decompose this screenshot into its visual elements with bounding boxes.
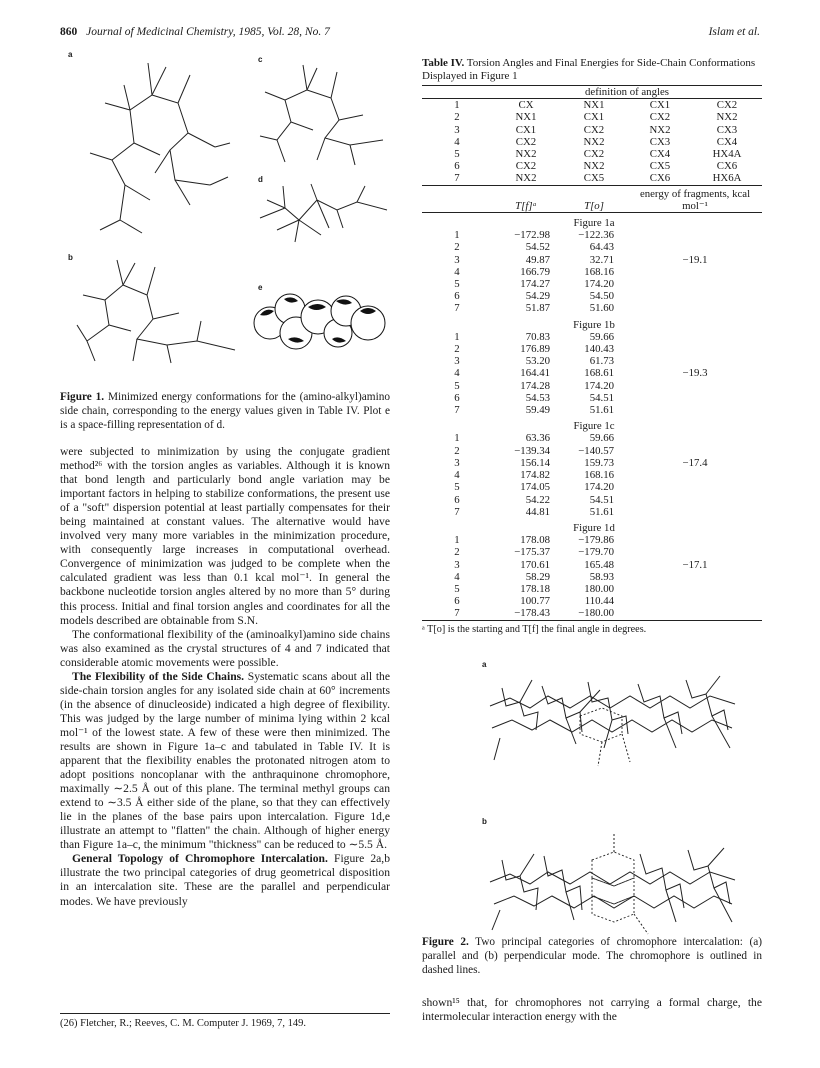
table-title <box>422 57 762 83</box>
group-title: Figure 1a <box>560 213 628 230</box>
definition-cell: 7 <box>454 172 460 185</box>
table-row <box>422 343 762 355</box>
group-title-row <box>422 213 762 230</box>
angle-index: 4 <box>454 265 460 278</box>
final-angle: 54.29 <box>525 290 550 303</box>
angle-index: 6 <box>454 391 460 404</box>
running-head <box>60 26 760 38</box>
energy-blank <box>628 546 762 558</box>
definition-cell: CX2 <box>583 123 605 136</box>
table-row <box>422 469 762 481</box>
paragraph-minimization: were subjected to minimization by using the conjugate gradient method²⁶ with the torsion angles as variables. Although it is known that bond length and particularly bond angle variation may be important factors in helping to stabilize conformations, the present use of a "soft" dispersion potential at least partially compensates for their being maintained at constant values. The alternative would have involved very many more variables in the minimization procedure, with consequently large increases in computational overhead. Convergence of minimization was judged to be complete when the calculated gradient was less than 0.1 kcal mol⁻¹. In general the backbone nucleotide torsion angles altered by no more than 5° during this process. Initial and final torsion angles and coordinates for all the models described are obtainable from S.N. <box>60 445 390 627</box>
definition-row <box>422 148 762 160</box>
definition-cell: NX2 <box>583 160 605 173</box>
final-angle: 63.36 <box>525 432 550 445</box>
starting-angle: −179.70 <box>578 546 614 559</box>
angle-index: 1 <box>454 330 460 343</box>
energy-blank <box>628 534 762 546</box>
group-blank <box>422 213 492 230</box>
energy-blank <box>628 481 762 493</box>
table-row <box>422 229 762 241</box>
energy-blank <box>628 571 762 583</box>
starting-angle: 32.71 <box>589 253 614 266</box>
angle-index: 7 <box>454 607 460 620</box>
table-row <box>422 457 762 469</box>
starting-angle: 51.60 <box>589 302 614 315</box>
group-blank <box>422 416 492 432</box>
section-heading-flexibility: The Flexibility of the Side Chains. <box>72 669 245 683</box>
energy-blank <box>628 392 762 404</box>
definition-cell: 1 <box>422 99 492 112</box>
group-blank <box>628 416 762 432</box>
energy-blank <box>628 229 762 241</box>
table-bottom-rule <box>422 620 762 621</box>
paragraph-side-chain-flexibility <box>60 670 390 853</box>
definition-row <box>422 99 762 112</box>
definition-cell: 4 <box>454 135 460 148</box>
fragment-energy: −19.1 <box>682 253 708 266</box>
final-angle: 51.87 <box>525 302 550 315</box>
definition-cell: CX5 <box>649 160 671 173</box>
angle-index: 6 <box>454 290 460 303</box>
final-angle: 174.82 <box>520 469 550 482</box>
energy-blank <box>628 445 762 457</box>
starting-angle: 64.43 <box>589 241 614 254</box>
definition-cell: CX5 <box>583 172 605 185</box>
group-blank <box>422 518 492 534</box>
final-angle: 170.61 <box>520 558 550 571</box>
starting-angle: 180.00 <box>584 582 614 595</box>
angle-index: 7 <box>454 505 460 518</box>
table-row <box>422 331 762 343</box>
final-angle: 58.29 <box>525 570 550 583</box>
right-body-text <box>422 996 762 1024</box>
definition-cell: NX2 <box>515 148 537 161</box>
group-blank <box>492 315 560 331</box>
group-title: Figure 1b <box>573 318 615 331</box>
figure-1-panel-label-c: c <box>258 55 263 64</box>
starting-angle: 165.48 <box>584 558 614 571</box>
definition-cell: CX2 <box>583 148 605 161</box>
group-blank <box>628 213 762 230</box>
angle-index: 5 <box>454 278 460 291</box>
page-number: 860 <box>60 26 78 38</box>
definition-cell: CX1 <box>515 123 537 136</box>
table-row <box>422 445 762 457</box>
section-text-topology: Figure 2a,b illustrate the two principal categories of drug geometrical disposition in an intercalation site. These are the parallel and perpendicular modes. We have previously <box>60 852 390 908</box>
definition-cell: CX1 <box>628 99 692 112</box>
figure-1-caption-label: Figure 1. <box>60 391 105 403</box>
definition-cell: CX <box>492 99 560 112</box>
group-blank <box>492 213 560 230</box>
starting-angle: 110.44 <box>584 595 614 608</box>
final-angle: 178.08 <box>520 534 550 547</box>
table-row <box>422 534 762 546</box>
angle-index: 1 <box>454 432 460 445</box>
definition-cell: CX1 <box>583 111 605 124</box>
angle-index: 6 <box>454 595 460 608</box>
energy-blank <box>628 290 762 302</box>
fragment-energy: −19.3 <box>682 367 708 380</box>
definition-cell: CX2 <box>692 99 762 112</box>
paragraph-continuation: shown¹⁵ that, for chromophores not carrying a formal charge, the intermolecular interaction energy with the <box>422 996 762 1024</box>
group-blank <box>492 518 560 534</box>
starting-angle: −140.57 <box>578 444 614 457</box>
definition-cell: CX4 <box>716 135 738 148</box>
column-starting-angle: T[o] <box>560 185 628 212</box>
definition-cell: CX4 <box>649 148 671 161</box>
starting-angle: 54.51 <box>589 493 614 506</box>
final-angle: 178.18 <box>520 582 550 595</box>
group-title-row <box>422 416 762 432</box>
energy-blank <box>628 469 762 481</box>
angle-index: 4 <box>454 570 460 583</box>
energy-blank <box>628 302 762 314</box>
table-row <box>422 571 762 583</box>
group-title-row <box>422 315 762 331</box>
table-row <box>422 595 762 607</box>
final-angle: 100.77 <box>520 595 550 608</box>
group-blank <box>492 416 560 432</box>
running-head-authors: Islam et al. <box>708 26 760 38</box>
starting-angle: 174.20 <box>584 481 614 494</box>
figure-2-caption <box>422 935 762 978</box>
figure-1-panel-label-e: e <box>258 283 263 292</box>
final-angle: 164.41 <box>520 367 550 380</box>
table-row <box>422 494 762 506</box>
column-energy: energy of fragments, kcal mol⁻¹ <box>628 185 762 212</box>
header-blank <box>422 86 492 99</box>
table-row <box>422 607 762 620</box>
figure-2b-perpendicular-intercalation-plot <box>480 830 750 940</box>
definition-cell: CX2 <box>515 160 537 173</box>
definition-cell: NX2 <box>716 111 738 124</box>
group-title: Figure 1d <box>573 521 615 534</box>
fragment-energy: −17.4 <box>682 456 708 469</box>
table-row <box>422 481 762 493</box>
table-row <box>422 290 762 302</box>
angle-index: 2 <box>454 241 460 254</box>
angle-index: 2 <box>454 343 460 356</box>
fragment-energy: −17.1 <box>682 558 708 571</box>
definition-cell: CX2 <box>649 111 671 124</box>
figure-1d-stick-plot <box>255 180 395 250</box>
starting-angle: 174.20 <box>584 379 614 392</box>
definition-row <box>422 124 762 136</box>
definition-cell: CX6 <box>716 160 738 173</box>
paragraph-flexibility-intro: The conformational flexibility of the (aminoalkyl)amino side chains was also examined as the crystal structures of 4 and 7 indicated that considerable atomic movements were possible. <box>60 627 390 669</box>
value-header-row <box>422 185 762 212</box>
starting-angle: 59.66 <box>589 432 614 445</box>
table-row <box>422 432 762 444</box>
table-row <box>422 367 762 379</box>
table-row <box>422 278 762 290</box>
energy-blank <box>628 278 762 290</box>
energy-blank <box>628 494 762 506</box>
angle-index: 4 <box>454 469 460 482</box>
starting-angle: 51.61 <box>589 404 614 417</box>
figure-1-panel-label-a: a <box>68 50 73 59</box>
energy-blank <box>628 432 762 444</box>
energy-blank <box>628 595 762 607</box>
angle-index: 1 <box>454 229 460 242</box>
group-blank <box>422 315 492 331</box>
definition-row <box>422 172 762 185</box>
footnote-rule <box>60 1013 390 1014</box>
starting-angle: −180.00 <box>578 607 614 620</box>
figure-1-caption <box>60 390 390 433</box>
figure-1b-stick-plot <box>75 255 255 365</box>
bottom-rule-cell <box>422 620 762 621</box>
energy-blank <box>628 506 762 518</box>
table-row <box>422 392 762 404</box>
angle-index: 1 <box>454 534 460 547</box>
starting-angle: −179.86 <box>578 534 614 547</box>
final-angle: −175.37 <box>514 546 550 559</box>
group-title: Figure 1c <box>573 420 615 433</box>
starting-angle: 168.61 <box>584 367 614 380</box>
final-angle: −139.34 <box>514 444 550 457</box>
final-angle: 53.20 <box>525 355 550 368</box>
table-row <box>422 266 762 278</box>
starting-angle: 54.51 <box>589 391 614 404</box>
column-final-angle: T[f]ᵃ <box>492 185 560 212</box>
starting-angle: 168.16 <box>584 265 614 278</box>
energy-blank <box>628 583 762 595</box>
final-angle: 174.05 <box>520 481 550 494</box>
journal-citation: Journal of Medicinal Chemistry, 1985, Vol. 28, No. 7 <box>86 26 330 38</box>
definition-cell: 2 <box>454 111 460 124</box>
starting-angle: 54.50 <box>589 290 614 303</box>
table-row <box>422 506 762 518</box>
definition-row <box>422 111 762 123</box>
angle-index: 5 <box>454 379 460 392</box>
figure-2-caption-label: Figure 2. <box>422 936 469 948</box>
starting-angle: −122.36 <box>578 229 614 242</box>
table-label: Table IV. <box>422 57 465 69</box>
figure-1-caption-text: Minimized energy conformations for the (amino-alkyl)amino side chain, corresponding to the energy values given in Table IV. Plot e is a space-filling representation of d. <box>60 391 391 432</box>
starting-angle: 58.93 <box>589 570 614 583</box>
energy-blank <box>628 355 762 367</box>
energy-blank <box>628 331 762 343</box>
starting-angle: 51.61 <box>589 505 614 518</box>
reference-footnote: (26) Fletcher, R.; Reeves, C. M. Computer J. 1969, 7, 149. <box>60 1018 307 1029</box>
angle-index: 5 <box>454 481 460 494</box>
final-angle: 44.81 <box>525 505 550 518</box>
starting-angle: 159.73 <box>584 456 614 469</box>
torsion-angle-table <box>422 85 762 621</box>
definition-cell: HX4A <box>712 148 742 161</box>
definition-cell: 3 <box>454 123 460 136</box>
angle-index: 3 <box>454 558 460 571</box>
figure-2-caption-text: Two principal categories of chromophore intercalation: (a) parallel and (b) perpendicular mode. The chromophore is outlined in dashed lines. <box>422 936 763 977</box>
table-header-row <box>422 86 762 99</box>
paragraph-topology <box>60 852 390 908</box>
definition-cell: 6 <box>454 160 460 173</box>
energy-blank <box>628 241 762 253</box>
table-row <box>422 546 762 558</box>
table-row <box>422 355 762 367</box>
angle-index: 3 <box>454 456 460 469</box>
definition-row <box>422 160 762 172</box>
definition-cell: NX2 <box>515 172 537 185</box>
energy-blank <box>628 404 762 416</box>
final-angle: 70.83 <box>525 330 550 343</box>
final-angle: 156.14 <box>520 456 550 469</box>
table-iv <box>422 57 762 635</box>
group-title-row <box>422 518 762 534</box>
angle-index: 3 <box>454 253 460 266</box>
angle-index: 7 <box>454 302 460 315</box>
definition-cell: CX2 <box>515 135 537 148</box>
table-row <box>422 254 762 266</box>
angle-index: 4 <box>454 367 460 380</box>
final-angle: 166.79 <box>520 265 550 278</box>
table-row <box>422 241 762 253</box>
table-row <box>422 302 762 314</box>
starting-angle: 168.16 <box>584 469 614 482</box>
angle-index: 2 <box>454 444 460 457</box>
starting-angle: 59.66 <box>589 330 614 343</box>
figure-1-panel-label-d: d <box>258 175 263 184</box>
definition-cell: HX6A <box>712 172 742 185</box>
angle-index: 3 <box>454 355 460 368</box>
definition-cell: CX6 <box>649 172 671 185</box>
final-angle: 176.89 <box>520 343 550 356</box>
definition-cell: NX2 <box>649 123 671 136</box>
figure-2-panel-label-a: a <box>482 660 487 669</box>
table-title-text: Torsion Angles and Final Energies for Side-Chain Conformations Displayed in Figure 1 <box>422 57 756 82</box>
final-angle: 174.27 <box>520 278 550 291</box>
final-angle: 54.53 <box>525 391 550 404</box>
final-angle: −178.43 <box>514 607 550 620</box>
table-footnote: ᵃ T[o] is the starting and T[f] the final angle in degrees. <box>422 623 647 635</box>
final-angle: 174.28 <box>520 379 550 392</box>
angle-index: 7 <box>454 404 460 417</box>
figure-1e-space-filling-plot <box>248 285 398 355</box>
energy-blank <box>628 266 762 278</box>
final-angle: 49.87 <box>525 253 550 266</box>
header-blank <box>422 185 492 212</box>
final-angle: 54.52 <box>525 241 550 254</box>
angle-index: 2 <box>454 546 460 559</box>
table-row <box>422 559 762 571</box>
final-angle: 59.49 <box>525 404 550 417</box>
energy-blank <box>628 380 762 392</box>
figure-1a-stick-plot <box>70 55 250 240</box>
section-heading-topology: General Topology of Chromophore Intercalation. <box>72 852 328 866</box>
energy-blank <box>628 607 762 620</box>
figure-1c-stick-plot <box>255 60 395 170</box>
starting-angle: 174.20 <box>584 278 614 291</box>
figure-2-panel-label-b: b <box>482 817 487 826</box>
section-text-flexibility: Systematic scans about all the side-chain torsion angles for any isolated side chain at 60° increments (in the absence of dinucleoside) indicated a high degree of flexibility. This was judged by the large number of minima lying within 2 kcal mol⁻¹ of the lowest state. A few of these were then minimized. The results are shown in Figure 1a–c and tabulated in Table IV. It is apparent that the flexibility enables the protonated nitrogen atom to adopt positions noncoplanar with the anthraquinone chromophore, maximally ∼2.5 Å out of this plane. The terminal methyl groups can extend to ∼3.5 Å either side of the plane, so that they can effectively lie in the planes of the base pairs upon intercalation. Figure 1d,e illustrate an attempt to "flatten" the chain. Although of higher energy than Figure 1a–c, the minimum "thickness" can be reduced to ∼5.5 Å. <box>60 669 390 852</box>
angle-index: 5 <box>454 582 460 595</box>
table-row <box>422 583 762 595</box>
figure-2a-parallel-intercalation-plot <box>480 668 750 783</box>
final-angle: −172.98 <box>514 229 550 242</box>
definition-cell: NX2 <box>583 135 605 148</box>
table-row <box>422 404 762 416</box>
left-body-text <box>60 445 390 909</box>
definition-cell: CX3 <box>649 135 671 148</box>
figure-1-panel-label-b: b <box>68 253 73 262</box>
table-row <box>422 380 762 392</box>
group-blank <box>628 518 762 534</box>
definition-cell: CX3 <box>716 123 738 136</box>
definition-cell: 5 <box>454 148 460 161</box>
starting-angle: 140.43 <box>584 343 614 356</box>
definition-cell: NX1 <box>515 111 537 124</box>
final-angle: 54.22 <box>525 493 550 506</box>
definition-header: definition of angles <box>492 86 762 99</box>
group-blank <box>628 315 762 331</box>
definition-row <box>422 136 762 148</box>
definition-cell: NX1 <box>560 99 628 112</box>
energy-blank <box>628 343 762 355</box>
angle-index: 6 <box>454 493 460 506</box>
starting-angle: 61.73 <box>589 355 614 368</box>
